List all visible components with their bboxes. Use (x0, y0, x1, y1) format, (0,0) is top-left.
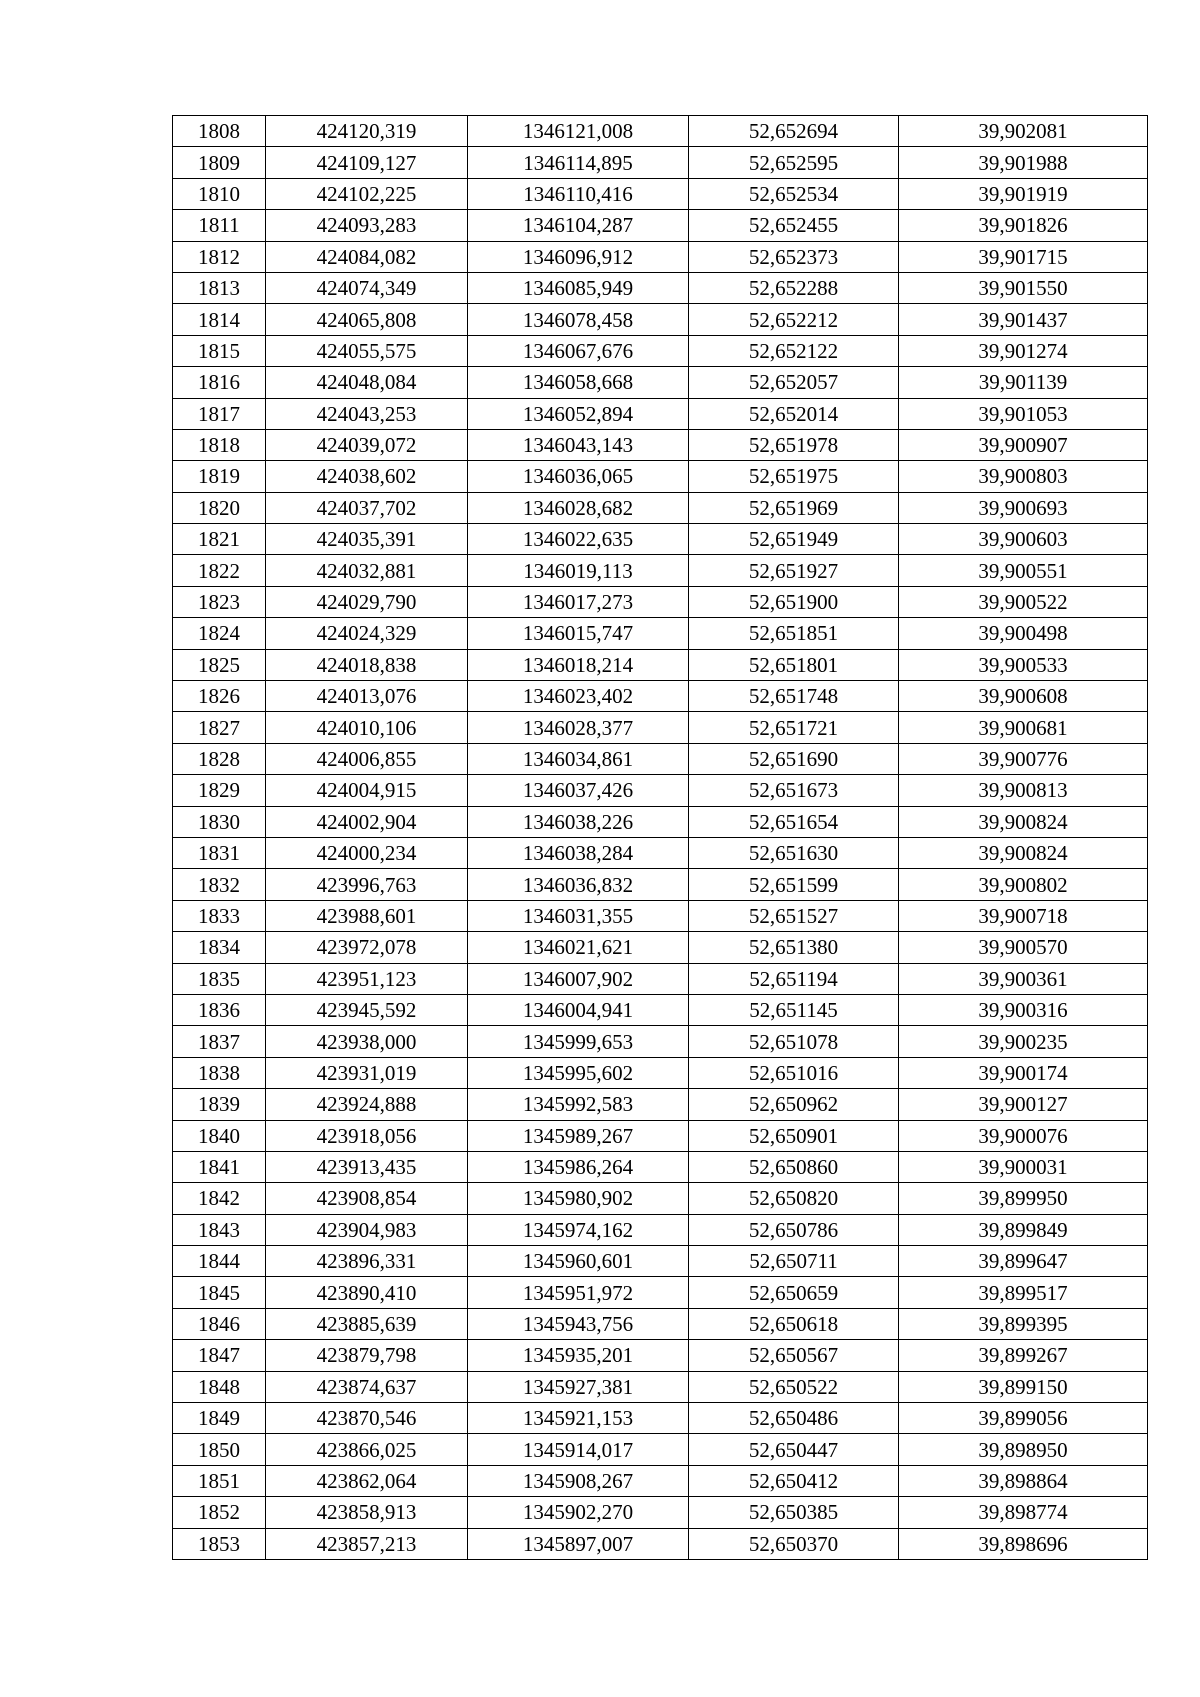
point-number-cell: 1817 (173, 398, 266, 429)
latitude-cell: 52,651690 (689, 743, 899, 774)
latitude-cell: 52,651016 (689, 1057, 899, 1088)
x-coordinate-cell: 423988,601 (266, 900, 468, 931)
longitude-cell: 39,898950 (899, 1434, 1148, 1465)
x-coordinate-cell: 423879,798 (266, 1340, 468, 1371)
table-row (173, 712, 1148, 743)
y-coordinate-cell: 1345999,653 (468, 1026, 689, 1057)
latitude-cell: 52,650618 (689, 1308, 899, 1339)
y-coordinate-cell: 1345986,264 (468, 1151, 689, 1182)
latitude-cell: 52,651748 (689, 681, 899, 712)
y-coordinate-cell: 1345927,381 (468, 1371, 689, 1402)
latitude-cell: 52,651654 (689, 806, 899, 837)
y-coordinate-cell: 1346037,426 (468, 775, 689, 806)
y-coordinate-cell: 1345960,601 (468, 1246, 689, 1277)
table-row (173, 461, 1148, 492)
longitude-cell: 39,901715 (899, 241, 1148, 272)
y-coordinate-cell: 1345980,902 (468, 1183, 689, 1214)
latitude-cell: 52,651194 (689, 963, 899, 994)
y-coordinate-cell: 1346067,676 (468, 335, 689, 366)
latitude-cell: 52,651380 (689, 932, 899, 963)
x-coordinate-cell: 424037,702 (266, 492, 468, 523)
y-coordinate-cell: 1346007,902 (468, 963, 689, 994)
longitude-cell: 39,900174 (899, 1057, 1148, 1088)
point-number-cell: 1835 (173, 963, 266, 994)
coordinates-table (172, 115, 1148, 1560)
point-number-cell: 1848 (173, 1371, 266, 1402)
latitude-cell: 52,651801 (689, 649, 899, 680)
longitude-cell: 39,899647 (899, 1246, 1148, 1277)
table-row (173, 1340, 1148, 1371)
x-coordinate-cell: 423857,213 (266, 1528, 468, 1559)
point-number-cell: 1813 (173, 272, 266, 303)
table-row (173, 1151, 1148, 1182)
longitude-cell: 39,900533 (899, 649, 1148, 680)
x-coordinate-cell: 424074,349 (266, 272, 468, 303)
table-row (173, 1371, 1148, 1402)
latitude-cell: 52,650820 (689, 1183, 899, 1214)
longitude-cell: 39,901826 (899, 210, 1148, 241)
x-coordinate-cell: 424029,790 (266, 586, 468, 617)
y-coordinate-cell: 1345992,583 (468, 1089, 689, 1120)
longitude-cell: 39,901988 (899, 147, 1148, 178)
latitude-cell: 52,651599 (689, 869, 899, 900)
point-number-cell: 1827 (173, 712, 266, 743)
point-number-cell: 1816 (173, 367, 266, 398)
table-row (173, 618, 1148, 649)
y-coordinate-cell: 1345995,602 (468, 1057, 689, 1088)
longitude-cell: 39,899517 (899, 1277, 1148, 1308)
longitude-cell: 39,900522 (899, 586, 1148, 617)
x-coordinate-cell: 424002,904 (266, 806, 468, 837)
x-coordinate-cell: 423913,435 (266, 1151, 468, 1182)
x-coordinate-cell: 424035,391 (266, 524, 468, 555)
y-coordinate-cell: 1345914,017 (468, 1434, 689, 1465)
point-number-cell: 1850 (173, 1434, 266, 1465)
point-number-cell: 1812 (173, 241, 266, 272)
y-coordinate-cell: 1346078,458 (468, 304, 689, 335)
longitude-cell: 39,900907 (899, 429, 1148, 460)
point-number-cell: 1828 (173, 743, 266, 774)
longitude-cell: 39,900316 (899, 994, 1148, 1025)
y-coordinate-cell: 1345897,007 (468, 1528, 689, 1559)
x-coordinate-cell: 423890,410 (266, 1277, 468, 1308)
table-row (173, 1308, 1148, 1339)
table-row (173, 1214, 1148, 1245)
y-coordinate-cell: 1346058,668 (468, 367, 689, 398)
latitude-cell: 52,652595 (689, 147, 899, 178)
latitude-cell: 52,652122 (689, 335, 899, 366)
x-coordinate-cell: 423996,763 (266, 869, 468, 900)
longitude-cell: 39,900498 (899, 618, 1148, 649)
longitude-cell: 39,900031 (899, 1151, 1148, 1182)
x-coordinate-cell: 424018,838 (266, 649, 468, 680)
y-coordinate-cell: 1346104,287 (468, 210, 689, 241)
table-row (173, 492, 1148, 523)
table-row (173, 272, 1148, 303)
table-row (173, 1057, 1148, 1088)
latitude-cell: 52,650385 (689, 1497, 899, 1528)
x-coordinate-cell: 424120,319 (266, 116, 468, 147)
table-row (173, 524, 1148, 555)
point-number-cell: 1823 (173, 586, 266, 617)
table-row (173, 1277, 1148, 1308)
point-number-cell: 1808 (173, 116, 266, 147)
latitude-cell: 52,651949 (689, 524, 899, 555)
x-coordinate-cell: 424065,808 (266, 304, 468, 335)
point-number-cell: 1815 (173, 335, 266, 366)
point-number-cell: 1846 (173, 1308, 266, 1339)
table-row (173, 837, 1148, 868)
point-number-cell: 1845 (173, 1277, 266, 1308)
longitude-cell: 39,901053 (899, 398, 1148, 429)
point-number-cell: 1831 (173, 837, 266, 868)
latitude-cell: 52,652373 (689, 241, 899, 272)
latitude-cell: 52,651721 (689, 712, 899, 743)
table-row (173, 241, 1148, 272)
x-coordinate-cell: 424093,283 (266, 210, 468, 241)
latitude-cell: 52,650786 (689, 1214, 899, 1245)
longitude-cell: 39,900693 (899, 492, 1148, 523)
x-coordinate-cell: 424055,575 (266, 335, 468, 366)
table-row (173, 1089, 1148, 1120)
longitude-cell: 39,898774 (899, 1497, 1148, 1528)
longitude-cell: 39,901919 (899, 178, 1148, 209)
x-coordinate-cell: 423866,025 (266, 1434, 468, 1465)
point-number-cell: 1826 (173, 681, 266, 712)
latitude-cell: 52,651527 (689, 900, 899, 931)
table-row (173, 900, 1148, 931)
longitude-cell: 39,901437 (899, 304, 1148, 335)
point-number-cell: 1830 (173, 806, 266, 837)
longitude-cell: 39,899267 (899, 1340, 1148, 1371)
x-coordinate-cell: 424048,084 (266, 367, 468, 398)
point-number-cell: 1814 (173, 304, 266, 335)
table-row (173, 1403, 1148, 1434)
x-coordinate-cell: 423924,888 (266, 1089, 468, 1120)
point-number-cell: 1832 (173, 869, 266, 900)
point-number-cell: 1847 (173, 1340, 266, 1371)
point-number-cell: 1838 (173, 1057, 266, 1088)
latitude-cell: 52,652014 (689, 398, 899, 429)
y-coordinate-cell: 1345908,267 (468, 1465, 689, 1496)
x-coordinate-cell: 423885,639 (266, 1308, 468, 1339)
x-coordinate-cell: 423862,064 (266, 1465, 468, 1496)
y-coordinate-cell: 1345943,756 (468, 1308, 689, 1339)
point-number-cell: 1844 (173, 1246, 266, 1277)
x-coordinate-cell: 424004,915 (266, 775, 468, 806)
latitude-cell: 52,650860 (689, 1151, 899, 1182)
longitude-cell: 39,900235 (899, 1026, 1148, 1057)
point-number-cell: 1822 (173, 555, 266, 586)
longitude-cell: 39,900076 (899, 1120, 1148, 1151)
x-coordinate-cell: 423870,546 (266, 1403, 468, 1434)
latitude-cell: 52,652288 (689, 272, 899, 303)
longitude-cell: 39,899056 (899, 1403, 1148, 1434)
x-coordinate-cell: 424010,106 (266, 712, 468, 743)
longitude-cell: 39,900570 (899, 932, 1148, 963)
x-coordinate-cell: 424000,234 (266, 837, 468, 868)
table-row (173, 586, 1148, 617)
table-row (173, 806, 1148, 837)
longitude-cell: 39,900551 (899, 555, 1148, 586)
table-row (173, 994, 1148, 1025)
point-number-cell: 1811 (173, 210, 266, 241)
x-coordinate-cell: 423972,078 (266, 932, 468, 963)
latitude-cell: 52,651978 (689, 429, 899, 460)
x-coordinate-cell: 424039,072 (266, 429, 468, 460)
table-row (173, 335, 1148, 366)
longitude-cell: 39,901550 (899, 272, 1148, 303)
table-row (173, 1528, 1148, 1559)
x-coordinate-cell: 424109,127 (266, 147, 468, 178)
latitude-cell: 52,652694 (689, 116, 899, 147)
y-coordinate-cell: 1345921,153 (468, 1403, 689, 1434)
latitude-cell: 52,651975 (689, 461, 899, 492)
latitude-cell: 52,651851 (689, 618, 899, 649)
table-row (173, 869, 1148, 900)
table-row (173, 1497, 1148, 1528)
point-number-cell: 1843 (173, 1214, 266, 1245)
x-coordinate-cell: 424013,076 (266, 681, 468, 712)
latitude-cell: 52,651969 (689, 492, 899, 523)
point-number-cell: 1839 (173, 1089, 266, 1120)
y-coordinate-cell: 1346038,226 (468, 806, 689, 837)
coordinates-table-body (173, 116, 1148, 1560)
x-coordinate-cell: 423918,056 (266, 1120, 468, 1151)
x-coordinate-cell: 424038,602 (266, 461, 468, 492)
x-coordinate-cell: 423904,983 (266, 1214, 468, 1245)
point-number-cell: 1852 (173, 1497, 266, 1528)
x-coordinate-cell: 424006,855 (266, 743, 468, 774)
latitude-cell: 52,650711 (689, 1246, 899, 1277)
y-coordinate-cell: 1346019,113 (468, 555, 689, 586)
x-coordinate-cell: 423938,000 (266, 1026, 468, 1057)
x-coordinate-cell: 423858,913 (266, 1497, 468, 1528)
y-coordinate-cell: 1345935,201 (468, 1340, 689, 1371)
latitude-cell: 52,652212 (689, 304, 899, 335)
latitude-cell: 52,651145 (689, 994, 899, 1025)
y-coordinate-cell: 1346018,214 (468, 649, 689, 680)
latitude-cell: 52,651900 (689, 586, 899, 617)
latitude-cell: 52,651673 (689, 775, 899, 806)
latitude-cell: 52,652057 (689, 367, 899, 398)
point-number-cell: 1820 (173, 492, 266, 523)
longitude-cell: 39,900361 (899, 963, 1148, 994)
x-coordinate-cell: 424084,082 (266, 241, 468, 272)
longitude-cell: 39,902081 (899, 116, 1148, 147)
longitude-cell: 39,900824 (899, 837, 1148, 868)
y-coordinate-cell: 1346022,635 (468, 524, 689, 555)
x-coordinate-cell: 423951,123 (266, 963, 468, 994)
longitude-cell: 39,898864 (899, 1465, 1148, 1496)
x-coordinate-cell: 424024,329 (266, 618, 468, 649)
y-coordinate-cell: 1345974,162 (468, 1214, 689, 1245)
latitude-cell: 52,650486 (689, 1403, 899, 1434)
table-row (173, 367, 1148, 398)
y-coordinate-cell: 1345951,972 (468, 1277, 689, 1308)
point-number-cell: 1834 (173, 932, 266, 963)
y-coordinate-cell: 1346028,682 (468, 492, 689, 523)
table-row (173, 932, 1148, 963)
table-row (173, 1120, 1148, 1151)
x-coordinate-cell: 423874,637 (266, 1371, 468, 1402)
table-row (173, 429, 1148, 460)
y-coordinate-cell: 1346028,377 (468, 712, 689, 743)
latitude-cell: 52,651927 (689, 555, 899, 586)
x-coordinate-cell: 423945,592 (266, 994, 468, 1025)
longitude-cell: 39,900603 (899, 524, 1148, 555)
table-row (173, 210, 1148, 241)
y-coordinate-cell: 1346052,894 (468, 398, 689, 429)
y-coordinate-cell: 1346121,008 (468, 116, 689, 147)
longitude-cell: 39,900681 (899, 712, 1148, 743)
longitude-cell: 39,898696 (899, 1528, 1148, 1559)
y-coordinate-cell: 1345989,267 (468, 1120, 689, 1151)
point-number-cell: 1837 (173, 1026, 266, 1057)
longitude-cell: 39,899950 (899, 1183, 1148, 1214)
y-coordinate-cell: 1346034,861 (468, 743, 689, 774)
longitude-cell: 39,900813 (899, 775, 1148, 806)
latitude-cell: 52,650659 (689, 1277, 899, 1308)
latitude-cell: 52,650522 (689, 1371, 899, 1402)
y-coordinate-cell: 1346023,402 (468, 681, 689, 712)
y-coordinate-cell: 1346085,949 (468, 272, 689, 303)
x-coordinate-cell: 424102,225 (266, 178, 468, 209)
latitude-cell: 52,651078 (689, 1026, 899, 1057)
point-number-cell: 1842 (173, 1183, 266, 1214)
y-coordinate-cell: 1346021,621 (468, 932, 689, 963)
point-number-cell: 1818 (173, 429, 266, 460)
point-number-cell: 1851 (173, 1465, 266, 1496)
point-number-cell: 1810 (173, 178, 266, 209)
point-number-cell: 1840 (173, 1120, 266, 1151)
latitude-cell: 52,650901 (689, 1120, 899, 1151)
x-coordinate-cell: 423908,854 (266, 1183, 468, 1214)
point-number-cell: 1824 (173, 618, 266, 649)
latitude-cell: 52,650567 (689, 1340, 899, 1371)
x-coordinate-cell: 423896,331 (266, 1246, 468, 1277)
y-coordinate-cell: 1345902,270 (468, 1497, 689, 1528)
longitude-cell: 39,899395 (899, 1308, 1148, 1339)
x-coordinate-cell: 424043,253 (266, 398, 468, 429)
y-coordinate-cell: 1346038,284 (468, 837, 689, 868)
table-row (173, 304, 1148, 335)
longitude-cell: 39,900608 (899, 681, 1148, 712)
table-row (173, 555, 1148, 586)
table-row (173, 775, 1148, 806)
latitude-cell: 52,650447 (689, 1434, 899, 1465)
table-row (173, 1246, 1148, 1277)
y-coordinate-cell: 1346004,941 (468, 994, 689, 1025)
table-row (173, 681, 1148, 712)
longitude-cell: 39,900802 (899, 869, 1148, 900)
x-coordinate-cell: 424032,881 (266, 555, 468, 586)
longitude-cell: 39,901274 (899, 335, 1148, 366)
latitude-cell: 52,650962 (689, 1089, 899, 1120)
point-number-cell: 1836 (173, 994, 266, 1025)
point-number-cell: 1819 (173, 461, 266, 492)
table-row (173, 116, 1148, 147)
point-number-cell: 1821 (173, 524, 266, 555)
longitude-cell: 39,900127 (899, 1089, 1148, 1120)
point-number-cell: 1829 (173, 775, 266, 806)
point-number-cell: 1809 (173, 147, 266, 178)
y-coordinate-cell: 1346114,895 (468, 147, 689, 178)
y-coordinate-cell: 1346036,065 (468, 461, 689, 492)
longitude-cell: 39,899849 (899, 1214, 1148, 1245)
longitude-cell: 39,900824 (899, 806, 1148, 837)
y-coordinate-cell: 1346043,143 (468, 429, 689, 460)
longitude-cell: 39,900776 (899, 743, 1148, 774)
y-coordinate-cell: 1346096,912 (468, 241, 689, 272)
latitude-cell: 52,650412 (689, 1465, 899, 1496)
latitude-cell: 52,652455 (689, 210, 899, 241)
point-number-cell: 1849 (173, 1403, 266, 1434)
longitude-cell: 39,899150 (899, 1371, 1148, 1402)
point-number-cell: 1825 (173, 649, 266, 680)
y-coordinate-cell: 1346015,747 (468, 618, 689, 649)
table-row (173, 398, 1148, 429)
point-number-cell: 1833 (173, 900, 266, 931)
y-coordinate-cell: 1346031,355 (468, 900, 689, 931)
table-row (173, 963, 1148, 994)
latitude-cell: 52,651630 (689, 837, 899, 868)
point-number-cell: 1841 (173, 1151, 266, 1182)
latitude-cell: 52,652534 (689, 178, 899, 209)
x-coordinate-cell: 423931,019 (266, 1057, 468, 1088)
y-coordinate-cell: 1346110,416 (468, 178, 689, 209)
table-row (173, 1183, 1148, 1214)
y-coordinate-cell: 1346017,273 (468, 586, 689, 617)
y-coordinate-cell: 1346036,832 (468, 869, 689, 900)
latitude-cell: 52,650370 (689, 1528, 899, 1559)
table-row (173, 147, 1148, 178)
longitude-cell: 39,900718 (899, 900, 1148, 931)
longitude-cell: 39,900803 (899, 461, 1148, 492)
table-row (173, 743, 1148, 774)
table-row (173, 649, 1148, 680)
point-number-cell: 1853 (173, 1528, 266, 1559)
longitude-cell: 39,901139 (899, 367, 1148, 398)
table-row (173, 178, 1148, 209)
table-row (173, 1434, 1148, 1465)
table-row (173, 1026, 1148, 1057)
table-row (173, 1465, 1148, 1496)
